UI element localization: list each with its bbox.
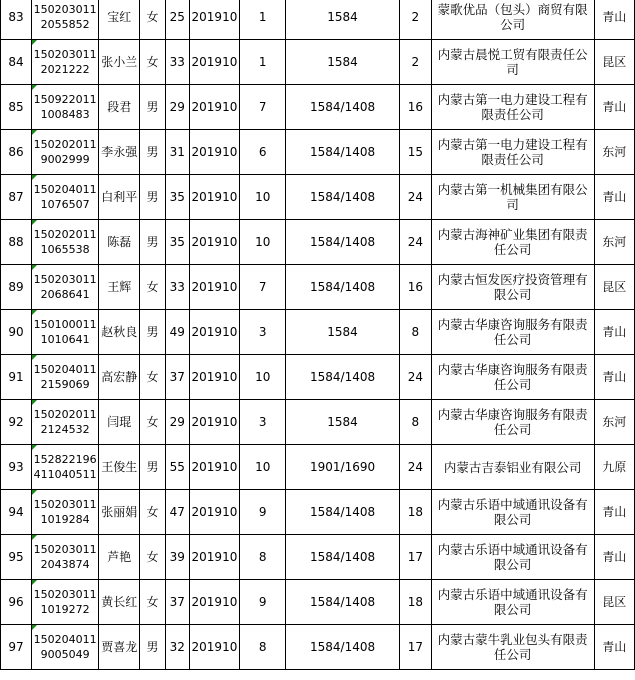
period-cell: 201910 xyxy=(189,310,240,355)
name-cell: 芦艳 xyxy=(99,535,140,580)
gender-cell: 男 xyxy=(140,175,165,220)
period-cell: 201910 xyxy=(189,130,240,175)
base-amount-cell: 1584/1408 xyxy=(286,355,400,400)
period-cell: 201910 xyxy=(189,0,240,40)
base-amount-cell: 1584/1408 xyxy=(286,535,400,580)
id-number-cell: 1502020119002999 xyxy=(32,130,99,175)
table-row xyxy=(1,310,635,355)
count-cell: 24 xyxy=(399,175,431,220)
months-cell: 10 xyxy=(240,445,286,490)
company-cell: 内蒙古恒发医疗投资管理有限公司 xyxy=(431,265,594,310)
table-row xyxy=(1,40,635,85)
table-row xyxy=(1,400,635,445)
months-cell: 3 xyxy=(240,310,286,355)
count-cell: 24 xyxy=(399,355,431,400)
period-cell: 201910 xyxy=(189,535,240,580)
age-cell: 32 xyxy=(165,625,189,670)
district-cell: 青山 xyxy=(594,625,634,670)
seq-cell: 83 xyxy=(1,0,32,40)
age-cell: 33 xyxy=(165,265,189,310)
count-cell: 2 xyxy=(399,40,431,85)
company-cell: 内蒙古蒙牛乳业包头有限责任公司 xyxy=(431,625,594,670)
count-cell: 24 xyxy=(399,445,431,490)
table-row xyxy=(1,580,635,625)
period-cell: 201910 xyxy=(189,580,240,625)
base-amount-cell: 1584 xyxy=(286,310,400,355)
company-cell: 内蒙古华康咨询服务有限责任公司 xyxy=(431,310,594,355)
table-row xyxy=(1,85,635,130)
district-cell: 青山 xyxy=(594,175,634,220)
table-row xyxy=(1,175,635,220)
base-amount-cell: 1584/1408 xyxy=(286,625,400,670)
id-number-cell: 1502030112055852 xyxy=(32,0,99,40)
count-cell: 2 xyxy=(399,0,431,40)
id-number-cell: 1502030111019272 xyxy=(32,580,99,625)
age-cell: 31 xyxy=(165,130,189,175)
company-cell: 内蒙古第一电力建设工程有限责任公司 xyxy=(431,85,594,130)
base-amount-cell: 1584 xyxy=(286,0,400,40)
gender-cell: 女 xyxy=(140,535,165,580)
company-cell: 内蒙古乐语中域通讯设备有限公司 xyxy=(431,535,594,580)
months-cell: 9 xyxy=(240,580,286,625)
district-cell: 青山 xyxy=(594,85,634,130)
age-cell: 35 xyxy=(165,220,189,265)
district-cell: 东河 xyxy=(594,400,634,445)
months-cell: 10 xyxy=(240,355,286,400)
name-cell: 李永强 xyxy=(99,130,140,175)
name-cell: 王辉 xyxy=(99,265,140,310)
gender-cell: 女 xyxy=(140,400,165,445)
months-cell: 10 xyxy=(240,220,286,265)
id-number-cell: 1501000111010641 xyxy=(32,310,99,355)
age-cell: 25 xyxy=(165,0,189,40)
company-cell: 内蒙古华康咨询服务有限责任公司 xyxy=(431,355,594,400)
age-cell: 47 xyxy=(165,490,189,535)
gender-cell: 男 xyxy=(140,220,165,265)
base-amount-cell: 1584/1408 xyxy=(286,265,400,310)
months-cell: 8 xyxy=(240,625,286,670)
period-cell: 201910 xyxy=(189,355,240,400)
company-cell: 内蒙古第一电力建设工程有限责任公司 xyxy=(431,130,594,175)
seq-cell: 93 xyxy=(1,445,32,490)
district-cell: 昆区 xyxy=(594,40,634,85)
period-cell: 201910 xyxy=(189,175,240,220)
gender-cell: 女 xyxy=(140,355,165,400)
company-cell: 内蒙古第一机械集团有限公司 xyxy=(431,175,594,220)
company-cell: 蒙歌优品（包头）商贸有限公司 xyxy=(431,0,594,40)
company-cell: 内蒙古晨悦工贸有限责任公司 xyxy=(431,40,594,85)
seq-cell: 90 xyxy=(1,310,32,355)
table-row xyxy=(1,445,635,490)
count-cell: 17 xyxy=(399,535,431,580)
district-cell: 九原 xyxy=(594,445,634,490)
gender-cell: 男 xyxy=(140,625,165,670)
period-cell: 201910 xyxy=(189,625,240,670)
name-cell: 贾喜龙 xyxy=(99,625,140,670)
name-cell: 张丽娟 xyxy=(99,490,140,535)
months-cell: 10 xyxy=(240,175,286,220)
age-cell: 37 xyxy=(165,355,189,400)
id-number-cell: 1502030111019284 xyxy=(32,490,99,535)
gender-cell: 男 xyxy=(140,310,165,355)
age-cell: 35 xyxy=(165,175,189,220)
name-cell: 高宏静 xyxy=(99,355,140,400)
count-cell: 16 xyxy=(399,265,431,310)
months-cell: 9 xyxy=(240,490,286,535)
months-cell: 6 xyxy=(240,130,286,175)
district-cell: 昆区 xyxy=(594,580,634,625)
base-amount-cell: 1584 xyxy=(286,400,400,445)
count-cell: 18 xyxy=(399,490,431,535)
age-cell: 37 xyxy=(165,580,189,625)
seq-cell: 91 xyxy=(1,355,32,400)
gender-cell: 女 xyxy=(140,580,165,625)
seq-cell: 85 xyxy=(1,85,32,130)
id-number-cell: 1502040119005049 xyxy=(32,625,99,670)
table-row xyxy=(1,220,635,265)
table-row xyxy=(1,355,635,400)
count-cell: 8 xyxy=(399,400,431,445)
seq-cell: 97 xyxy=(1,625,32,670)
district-cell: 青山 xyxy=(594,310,634,355)
gender-cell: 女 xyxy=(140,490,165,535)
district-cell: 东河 xyxy=(594,130,634,175)
id-number-cell: 1502040111076507 xyxy=(32,175,99,220)
name-cell: 段君 xyxy=(99,85,140,130)
age-cell: 55 xyxy=(165,445,189,490)
period-cell: 201910 xyxy=(189,265,240,310)
base-amount-cell: 1584/1408 xyxy=(286,220,400,265)
count-cell: 15 xyxy=(399,130,431,175)
district-cell: 青山 xyxy=(594,535,634,580)
district-cell: 青山 xyxy=(594,0,634,40)
base-amount-cell: 1584/1408 xyxy=(286,175,400,220)
id-number-cell: 1502020111065538 xyxy=(32,220,99,265)
gender-cell: 女 xyxy=(140,0,165,40)
count-cell: 8 xyxy=(399,310,431,355)
period-cell: 201910 xyxy=(189,490,240,535)
age-cell: 29 xyxy=(165,85,189,130)
gender-cell: 男 xyxy=(140,130,165,175)
id-number-cell: 1502020112124532 xyxy=(32,400,99,445)
district-cell: 青山 xyxy=(594,490,634,535)
period-cell: 201910 xyxy=(189,40,240,85)
count-cell: 17 xyxy=(399,625,431,670)
seq-cell: 89 xyxy=(1,265,32,310)
name-cell: 宝红 xyxy=(99,0,140,40)
company-cell: 内蒙古乐语中域通讯设备有限公司 xyxy=(431,580,594,625)
gender-cell: 女 xyxy=(140,265,165,310)
district-cell: 青山 xyxy=(594,355,634,400)
id-number-cell: 152822196411040511 xyxy=(32,445,99,490)
district-cell: 昆区 xyxy=(594,265,634,310)
table-row xyxy=(1,0,635,40)
table-body xyxy=(1,0,635,670)
table-row xyxy=(1,130,635,175)
seq-cell: 92 xyxy=(1,400,32,445)
base-amount-cell: 1901/1690 xyxy=(286,445,400,490)
months-cell: 1 xyxy=(240,0,286,40)
months-cell: 7 xyxy=(240,265,286,310)
age-cell: 33 xyxy=(165,40,189,85)
count-cell: 16 xyxy=(399,85,431,130)
base-amount-cell: 1584/1408 xyxy=(286,85,400,130)
seq-cell: 95 xyxy=(1,535,32,580)
company-cell: 内蒙古乐语中域通讯设备有限公司 xyxy=(431,490,594,535)
district-cell: 东河 xyxy=(594,220,634,265)
count-cell: 18 xyxy=(399,580,431,625)
months-cell: 1 xyxy=(240,40,286,85)
age-cell: 29 xyxy=(165,400,189,445)
table-row xyxy=(1,625,635,670)
table-row xyxy=(1,265,635,310)
seq-cell: 94 xyxy=(1,490,32,535)
company-cell: 内蒙古华康咨询服务有限责任公司 xyxy=(431,400,594,445)
name-cell: 白利平 xyxy=(99,175,140,220)
count-cell: 24 xyxy=(399,220,431,265)
name-cell: 王俊生 xyxy=(99,445,140,490)
gender-cell: 男 xyxy=(140,445,165,490)
base-amount-cell: 1584 xyxy=(286,40,400,85)
id-number-cell: 1502040112159069 xyxy=(32,355,99,400)
gender-cell: 男 xyxy=(140,85,165,130)
name-cell: 陈磊 xyxy=(99,220,140,265)
months-cell: 3 xyxy=(240,400,286,445)
months-cell: 7 xyxy=(240,85,286,130)
gender-cell: 女 xyxy=(140,40,165,85)
seq-cell: 84 xyxy=(1,40,32,85)
base-amount-cell: 1584/1408 xyxy=(286,580,400,625)
base-amount-cell: 1584/1408 xyxy=(286,490,400,535)
name-cell: 黄长红 xyxy=(99,580,140,625)
period-cell: 201910 xyxy=(189,85,240,130)
company-cell: 内蒙古海神矿业集团有限责任公司 xyxy=(431,220,594,265)
id-number-cell: 1509220111008483 xyxy=(32,85,99,130)
seq-cell: 96 xyxy=(1,580,32,625)
name-cell: 张小兰 xyxy=(99,40,140,85)
age-cell: 49 xyxy=(165,310,189,355)
id-number-cell: 1502030112043874 xyxy=(32,535,99,580)
months-cell: 8 xyxy=(240,535,286,580)
seq-cell: 86 xyxy=(1,130,32,175)
period-cell: 201910 xyxy=(189,445,240,490)
name-cell: 赵秋良 xyxy=(99,310,140,355)
table-row xyxy=(1,490,635,535)
period-cell: 201910 xyxy=(189,220,240,265)
period-cell: 201910 xyxy=(189,400,240,445)
name-cell: 闫琨 xyxy=(99,400,140,445)
id-number-cell: 1502030112068641 xyxy=(32,265,99,310)
seq-cell: 88 xyxy=(1,220,32,265)
id-number-cell: 1502030112021222 xyxy=(32,40,99,85)
seq-cell: 87 xyxy=(1,175,32,220)
table-row xyxy=(1,535,635,580)
company-cell: 内蒙古吉泰铝业有限公司 xyxy=(431,445,594,490)
age-cell: 39 xyxy=(165,535,189,580)
base-amount-cell: 1584/1408 xyxy=(286,130,400,175)
